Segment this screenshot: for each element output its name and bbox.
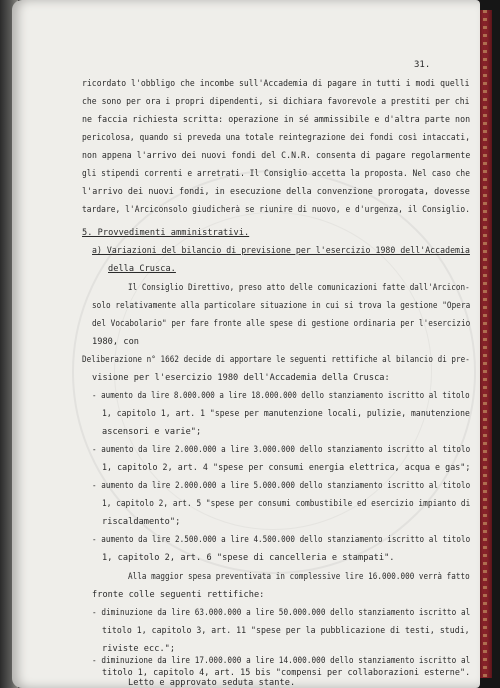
text-line: 1, capitolo 1, art. 1 "spese per manutenzione locali, pulizie, manutenzione — [102, 409, 470, 419]
page-number: 31. — [414, 60, 431, 70]
text-line: fronte colle seguenti rettifiche: — [92, 590, 265, 600]
text-line: visione per l'esercizio 1980 dell'Accademia della Crusca: — [92, 373, 390, 383]
text-line: tardare, l'Arciconsolo giudicherà se riunire di nuovo, e d'urgenza, il Consiglio. — [82, 205, 471, 215]
text-line: del Vocabolario" per fare fronte alle spese di gestione ordinaria per l'esercizio — [92, 319, 471, 329]
subsection-heading: della Crusca. — [108, 264, 176, 274]
text-line: ricordato l'obbligo che incombe sull'Accademia di pagare in tutti i modi quelli — [82, 79, 470, 89]
list-item: - diminuzione da lire 63.000.000 a lire 50.000.000 dello stanziamento iscritto al — [92, 608, 471, 618]
list-item: - aumento da lire 8.000.000 a lire 18.000.000 dello stanziamento iscritto al titolo — [92, 391, 470, 401]
text-line: 1, capitolo 2, art. 4 "spese per consumi energia elettrica, acqua e gas"; — [102, 463, 471, 473]
text-line: solo relativamente alla particolare situazione in cui si trova la gestione "Opera — [92, 301, 471, 311]
book-cover-edge — [480, 10, 492, 678]
text-line: 1, capitolo 2, art. 5 "spese per consumi combustibile ed esercizio impianto di — [102, 499, 471, 509]
list-item: - aumento da lire 2.000.000 a lire 5.000.000 dello stanziamento iscritto al titolo — [92, 481, 471, 491]
list-item: - aumento da lire 2.500.000 a lire 4.500.000 dello stanziamento iscritto al titolo — [92, 535, 471, 545]
text-line: che sono per ora i propri dipendenti, si dichiara favorevole a prestiti per chi — [82, 97, 470, 107]
text-line: gli stipendi correnti e arretrati. Il Consiglio accetta la proposta. Nel caso che — [82, 169, 471, 179]
list-item: - diminuzione da lire 17.000.000 a lire 14.000.000 dello stanziamento iscritto al — [92, 656, 471, 666]
list-item: - aumento da lire 2.000.000 a lire 3.000.000 dello stanziamento iscritto al titolo — [92, 445, 471, 455]
closing-line: Letto e approvato seduta stante. — [128, 678, 296, 688]
text-line: l'arrivo dei nuovi fondi, in esecuzione della convenzione prorogata, dovesse — [82, 187, 470, 197]
text-line: non appena l'arrivo dei nuovi fondi del C.N.R. consenta di pagare regolarmente — [82, 151, 471, 161]
text-line: riscaldamento"; — [102, 517, 181, 527]
text-line: Alla maggior spesa preventivata in complessive lire 16.000.000 verrà fatto — [128, 572, 470, 582]
text-line: riviste ecc."; — [102, 644, 176, 654]
text-line: titolo 1, capitolo 4, art. 15 bis "compensi per collaborazioni esterne". — [102, 668, 471, 678]
text-line: ascensori e varie"; — [102, 427, 202, 437]
text-line: titolo 1, capitolo 3, art. 11 "spese per la pubblicazione di testi, studi, — [102, 626, 470, 636]
text-line: ne faccia richiesta scritta: operazione in sé ammissibile e d'altra parte non — [82, 115, 471, 125]
text-line: 1980, con — [92, 337, 140, 347]
text-line: Il Consiglio Direttivo, preso atto delle comunicazioni fatte dall'Arcicon- — [128, 283, 470, 293]
section-heading: 5. Provvedimenti amministrativi. — [82, 228, 250, 238]
text-line: Deliberazione n° 1662 decide di apportare le seguenti rettifiche al bilancio di pre- — [82, 355, 470, 365]
text-line: 1, capitolo 2, art. 6 "spese di cancelleria e stampati". — [102, 553, 395, 563]
subsection-heading: a) Variazioni del bilancio di previsione per l'esercizio 1980 dell'Accademia — [92, 246, 470, 256]
text-line: pericolosa, quando si preveda una totale reintegrazione dei fondi così intaccati, — [82, 133, 471, 143]
